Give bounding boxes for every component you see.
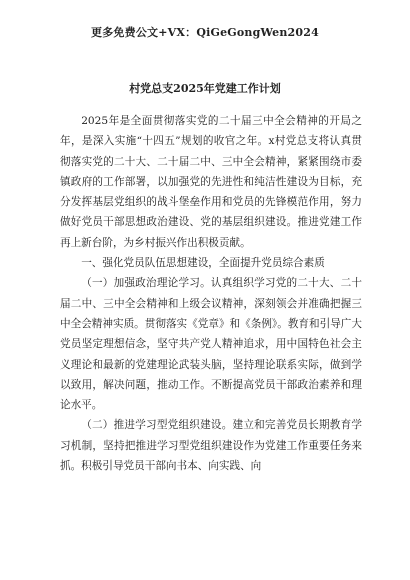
watermark-header: 更多免费公文+VX：QiGeGongWen2024 bbox=[91, 26, 319, 39]
subsection-paragraph: （二）推进学习型党组织建设。建立和完善党员长期教育学习机制，坚持把推进学习型党组织建设作为党建工作重要任务来抓。积极引导党员干部向书本、向实践、向 bbox=[60, 419, 362, 473]
subsection-paragraph: （一）加强政治理论学习。认真组织学习党的二十大、二十届二中、三中全会精神和上级会议精神，深刻领会并准确把握三中全会精神实质。贯彻落实《党章》和《条例》。教育和引导广大党员坚定理想信念，坚守共产党人精神追求，用中国特色社会主义理论和最新的党建理论武装头脑，坚持理论联系实际，做到学以致用，解决问题，推动工作。不断提高党员干部政治素养和理论水平。 bbox=[60, 277, 362, 412]
document-body bbox=[60, 111, 362, 476]
document-title: 村党总支2025年党建工作计划 bbox=[129, 82, 281, 95]
section-heading: 一、强化党员队伍思想建设，全面提升党员综合素质 bbox=[81, 257, 325, 270]
intro-paragraph: 2025年是全面贯彻落实党的二十届三中全会精神的开局之年，是深入实施“十四五”规划的收官之年。x村党总支将认真贯彻落实党的二十大、二十届二中、三中全会精神，紧紧围绕市委镇政府的工作部署，以加强党的先进性和纯洁性建设为目标，充分发挥基层党组织的战斗堡垒作用和党员的先锋模范作用，努力做好党员干部思想政治建设、党的基层组织建设。推进党建工作再上新台阶，为乡村振兴作出积极贡献。 bbox=[60, 115, 362, 249]
